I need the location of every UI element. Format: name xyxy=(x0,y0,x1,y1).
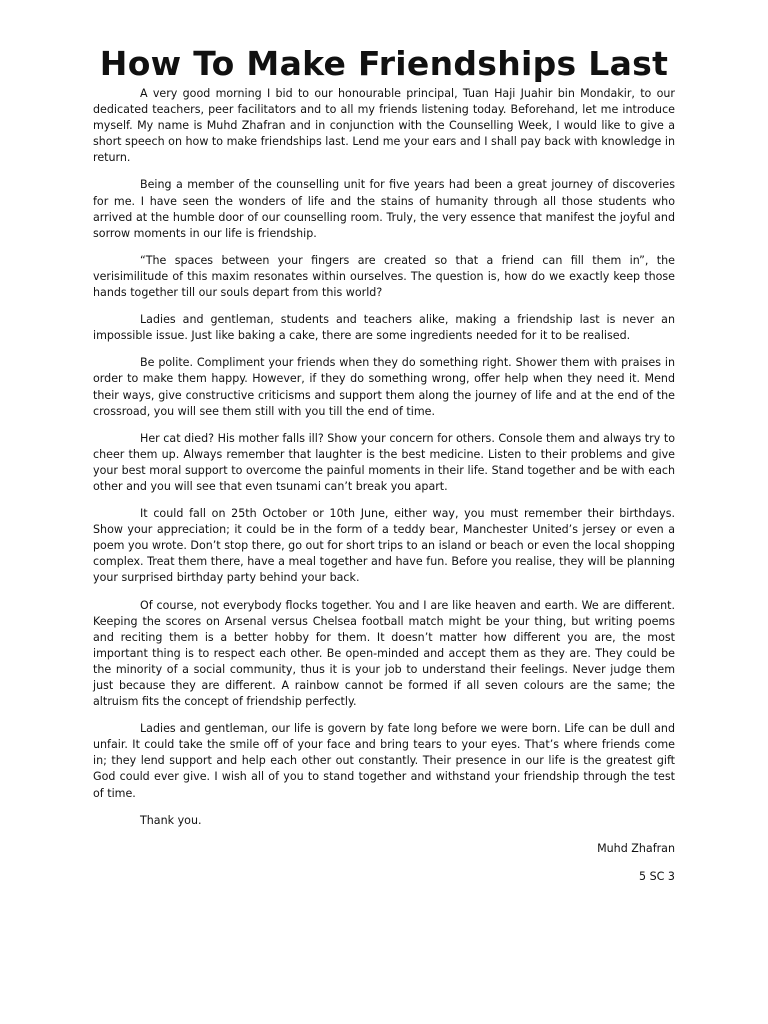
paragraph-1: A very good morning I bid to our honourable principal, Tuan Haji Juahir bin Mondakir, to our dedicated teachers, peer facilitators and to all my friends listening today. Beforehand, let me introduce myself. My name is Muhd Zhafran and in conjunction with the Counselling Week, I would like to give a short speech on how to make friendships last. Lend me your ears and I shall pay back with knowledge in return. xyxy=(93,87,676,165)
paragraph-2: Being a member of the counselling unit for five years had been a great journey of discoveries for me. I have seen the wonders of life and the stains of humanity through all those students who arrived at the humble door of our counselling room. Truly, the very essence that manifest the joyful and sorrow moments in our life is friendship. xyxy=(93,178,675,240)
paragraph-4: Ladies and gentleman, students and teachers alike, making a friendship last is never an impossible issue. Just like baking a cake, there are some ingredients needed for it to be realised. xyxy=(93,313,675,343)
paragraph-9: Ladies and gentleman, our life is govern by fate long before we were born. Life can be dull and unfair. It could take the smile off of your face and bring tears to your eyes. That’s where friends come in; they lend support and help each other out constantly. Their presence in our life is the greatest gift God could ever give. I wish all of you to stand together and withstand your friendship through the test of time. xyxy=(93,722,675,800)
document-page xyxy=(93,44,675,897)
paragraph-5: Be polite. Compliment your friends when they do something right. Shower them with praises in order to make them happy. However, if they do something wrong, offer help when they need it. Mend their ways, give constructive criticisms and support them along the journey of life and at the end of the crossroad, you will see them still with you till the end of time. xyxy=(93,356,675,418)
author-class: 5 SC 3 xyxy=(639,869,675,883)
closing-line: Thank you. xyxy=(140,813,202,827)
paragraph-7: It could fall on 25th October or 10th June, either way, you must remember their birthdays. Show your appreciation; it could be in the form of a teddy bear, Manchester United’s jersey or even a poem you wrote. Don’t stop there, go out for short trips to an island or beach or even the local shopping complex. Treat them there, have a meal together and have fun. Before you realise, they will be planning your surprised birthday party behind your back. xyxy=(93,507,675,585)
author-name: Muhd Zhafran xyxy=(597,841,675,855)
paragraph-6: Her cat died? His mother falls ill? Show your concern for others. Console them and always try to cheer them up. Always remember that laughter is the best medicine. Listen to their problems and give your best moral support to overcome the painful moments in their life. Stand together and be with each other and you will see that even tsunami can’t break you apart. xyxy=(93,431,675,493)
page-title: How To Make Friendships Last xyxy=(99,44,669,83)
speech-body xyxy=(93,86,675,885)
paragraph-8: Of course, not everybody flocks together. You and I are like heaven and earth. We are different. Keeping the scores on Arsenal versus Chelsea football match might be your thing, but writing poems and reciting them is a better hobby for them. It doesn’t matter how different you are, the most important thing is to respect each other. Be open-minded and accept them as they are. They could be the minority of a social community, thus it is your job to understand their feelings. Never judge them just because they are different. A rainbow cannot be formed if all seven colours are the same; the altruism fits the concept of friendship perfectly. xyxy=(93,598,675,709)
paragraph-3: “The spaces between your fingers are created so that a friend can fill them in”, the verisimilitude of this maxim resonates within ourselves. The question is, how do we exactly keep those hands together till our souls depart from this world? xyxy=(93,253,675,300)
